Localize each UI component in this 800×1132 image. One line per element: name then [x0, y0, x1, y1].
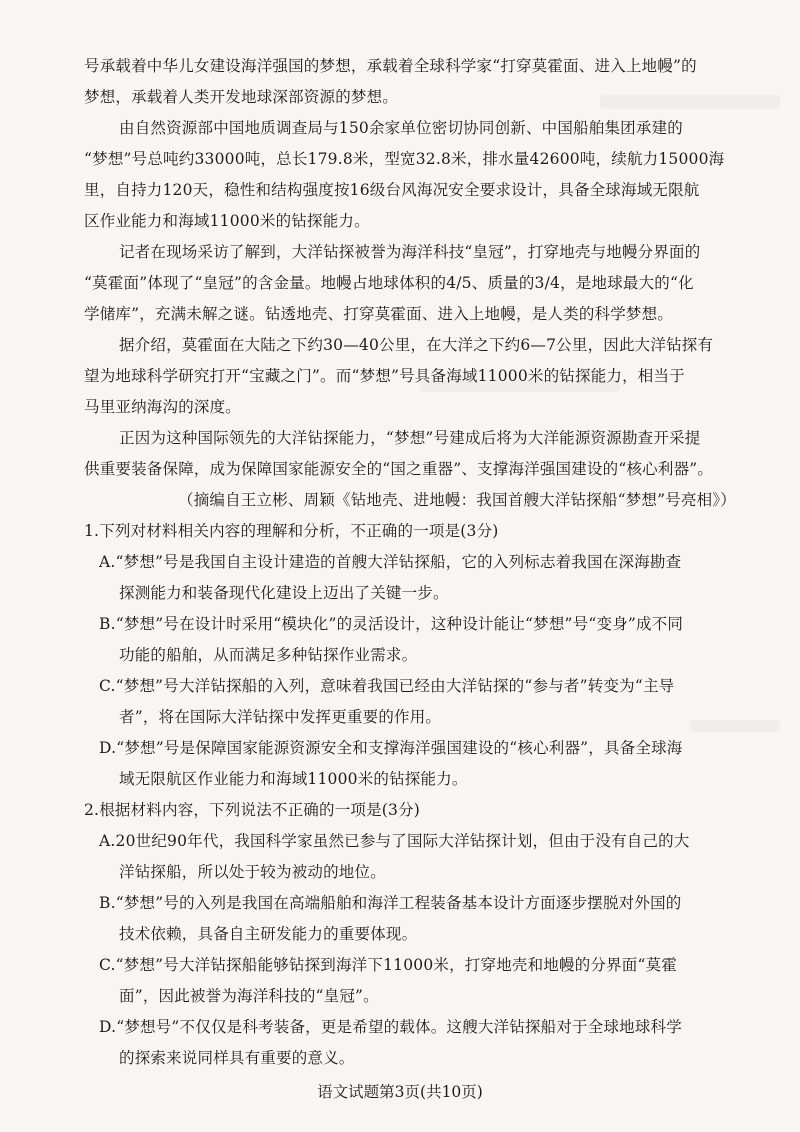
- text-line: 学储库”，充满未解之谜。钻透地壳、打穿莫霍面、进入上地幔，是人类的科学梦想。: [84, 305, 674, 323]
- text-line: “梦想”号总吨约33000吨，总长179.8米，型宽32.8米，排水量42600吨，续航力15000海: [84, 150, 725, 168]
- option-2d-cont: 的探索来说同样具有重要的意义。: [119, 1049, 355, 1067]
- text-line: 望为地球科学研究打开“宝藏之门”。而“梦想”号具备海域11000米的钻探能力，相当于: [84, 367, 685, 385]
- text-line: 区作业能力和海域11000米的钻探能力。: [84, 212, 370, 230]
- question-1-stem: 1.下列对材料相关内容的理解和分析，不正确的一项是(3分): [84, 522, 499, 540]
- text-line: “莫霍面”体现了“皇冠”的含金量。地幔占地球体积的4/5、质量的3/4，是地球最大的“化: [84, 274, 694, 292]
- option-2c-cont: 面”，因此被誉为海洋科技的“皇冠”。: [119, 987, 379, 1005]
- text-line: 马里亚纳海沟的深度。: [84, 398, 242, 416]
- text-line: 供重要装备保障，成为保障国家能源安全的“国之重器”、支撑海洋强国建设的“核心利器”。: [84, 460, 714, 478]
- scan-smudge: [600, 95, 780, 109]
- option-1b-cont: 功能的船舶，从而满足多种钻探作业需求。: [119, 646, 418, 664]
- option-2b-cont: 技术依赖，具备自主研发能力的重要体现。: [119, 925, 418, 943]
- option-2b: B.“梦想”号的入列是我国在高端船舶和海洋工程装备基本设计方面逐步摆脱对外国的: [99, 894, 682, 912]
- option-1d: D.“梦想”号是保障国家能源资源安全和支撑海洋强国建设的“核心利器”，具备全球海: [99, 739, 683, 757]
- option-1a: A.“梦想”号是我国自主设计建造的首艘大洋钻探船，它的入列标志着我国在深海勘查: [99, 553, 682, 571]
- option-1c-cont: 者”，将在国际大洋钻探中发挥更重要的作用。: [119, 708, 442, 726]
- text-line: 由自然资源部中国地质调查局与150余家单位密切协同创新、中国船舶集团承建的: [119, 119, 683, 137]
- source-citation: （摘编自王立彬、周颖《钻地壳、进地幔：我国首艘大洋钻探船“梦想”号亮相》）: [178, 491, 737, 509]
- text-line: 记者在现场采访了解到，大洋钻探被誉为海洋科技“皇冠”，打穿地壳与地幔分界面的: [119, 243, 701, 261]
- option-1a-cont: 探测能力和装备现代化建设上迈出了关键一步。: [119, 584, 449, 602]
- option-2a-cont: 洋钻探船，所以处于较为被动的地位。: [119, 863, 386, 881]
- option-2d: D.“梦想号”不仅仅是科考装备，更是希望的载体。这艘大洋钻探船对于全球地球科学: [99, 1018, 682, 1036]
- option-1b: B.“梦想”号在设计时采用“模块化”的灵活设计，这种设计能让“梦想”号“变身”成不同: [99, 615, 684, 633]
- scan-smudge: [690, 720, 780, 732]
- text-line: 里，自持力120天，稳性和结构强度按16级台风海况安全要求设计，具备全球海域无限航: [84, 181, 700, 199]
- text-line: 号承载着中华儿女建设海洋强国的梦想，承载着全球科学家“打穿莫霍面、进入上地幔”的: [84, 57, 697, 75]
- option-2c: C.“梦想”号大洋钻探船能够钻探到海洋下11000米，打穿地壳和地幔的分界面“莫霍: [99, 956, 678, 974]
- text-line: 梦想，承载着人类开发地球深部资源的梦想。: [84, 88, 399, 106]
- option-2a: A.20世纪90年代，我国科学家虽然已参与了国际大洋钻探计划，但由于没有自己的大: [99, 832, 690, 850]
- option-1d-cont: 域无限航区作业能力和海域11000米的钻探能力。: [119, 770, 468, 788]
- question-2-stem: 2.根据材料内容，下列说法不正确的一项是(3分): [84, 801, 421, 819]
- page-footer: 语文试题第3页(共10页): [317, 1083, 483, 1101]
- text-line: 据介绍，莫霍面在大陆之下约30—40公里，在大洋之下约6—7公里，因此大洋钻探有: [119, 336, 714, 354]
- option-1c: C.“梦想”号大洋钻探船的入列，意味着我国已经由大洋钻探的“参与者”转变为“主导: [99, 677, 675, 695]
- text-line: 正因为这种国际领先的大洋钻探能力，“梦想”号建成后将为大洋能源资源勘查开采提: [119, 429, 701, 447]
